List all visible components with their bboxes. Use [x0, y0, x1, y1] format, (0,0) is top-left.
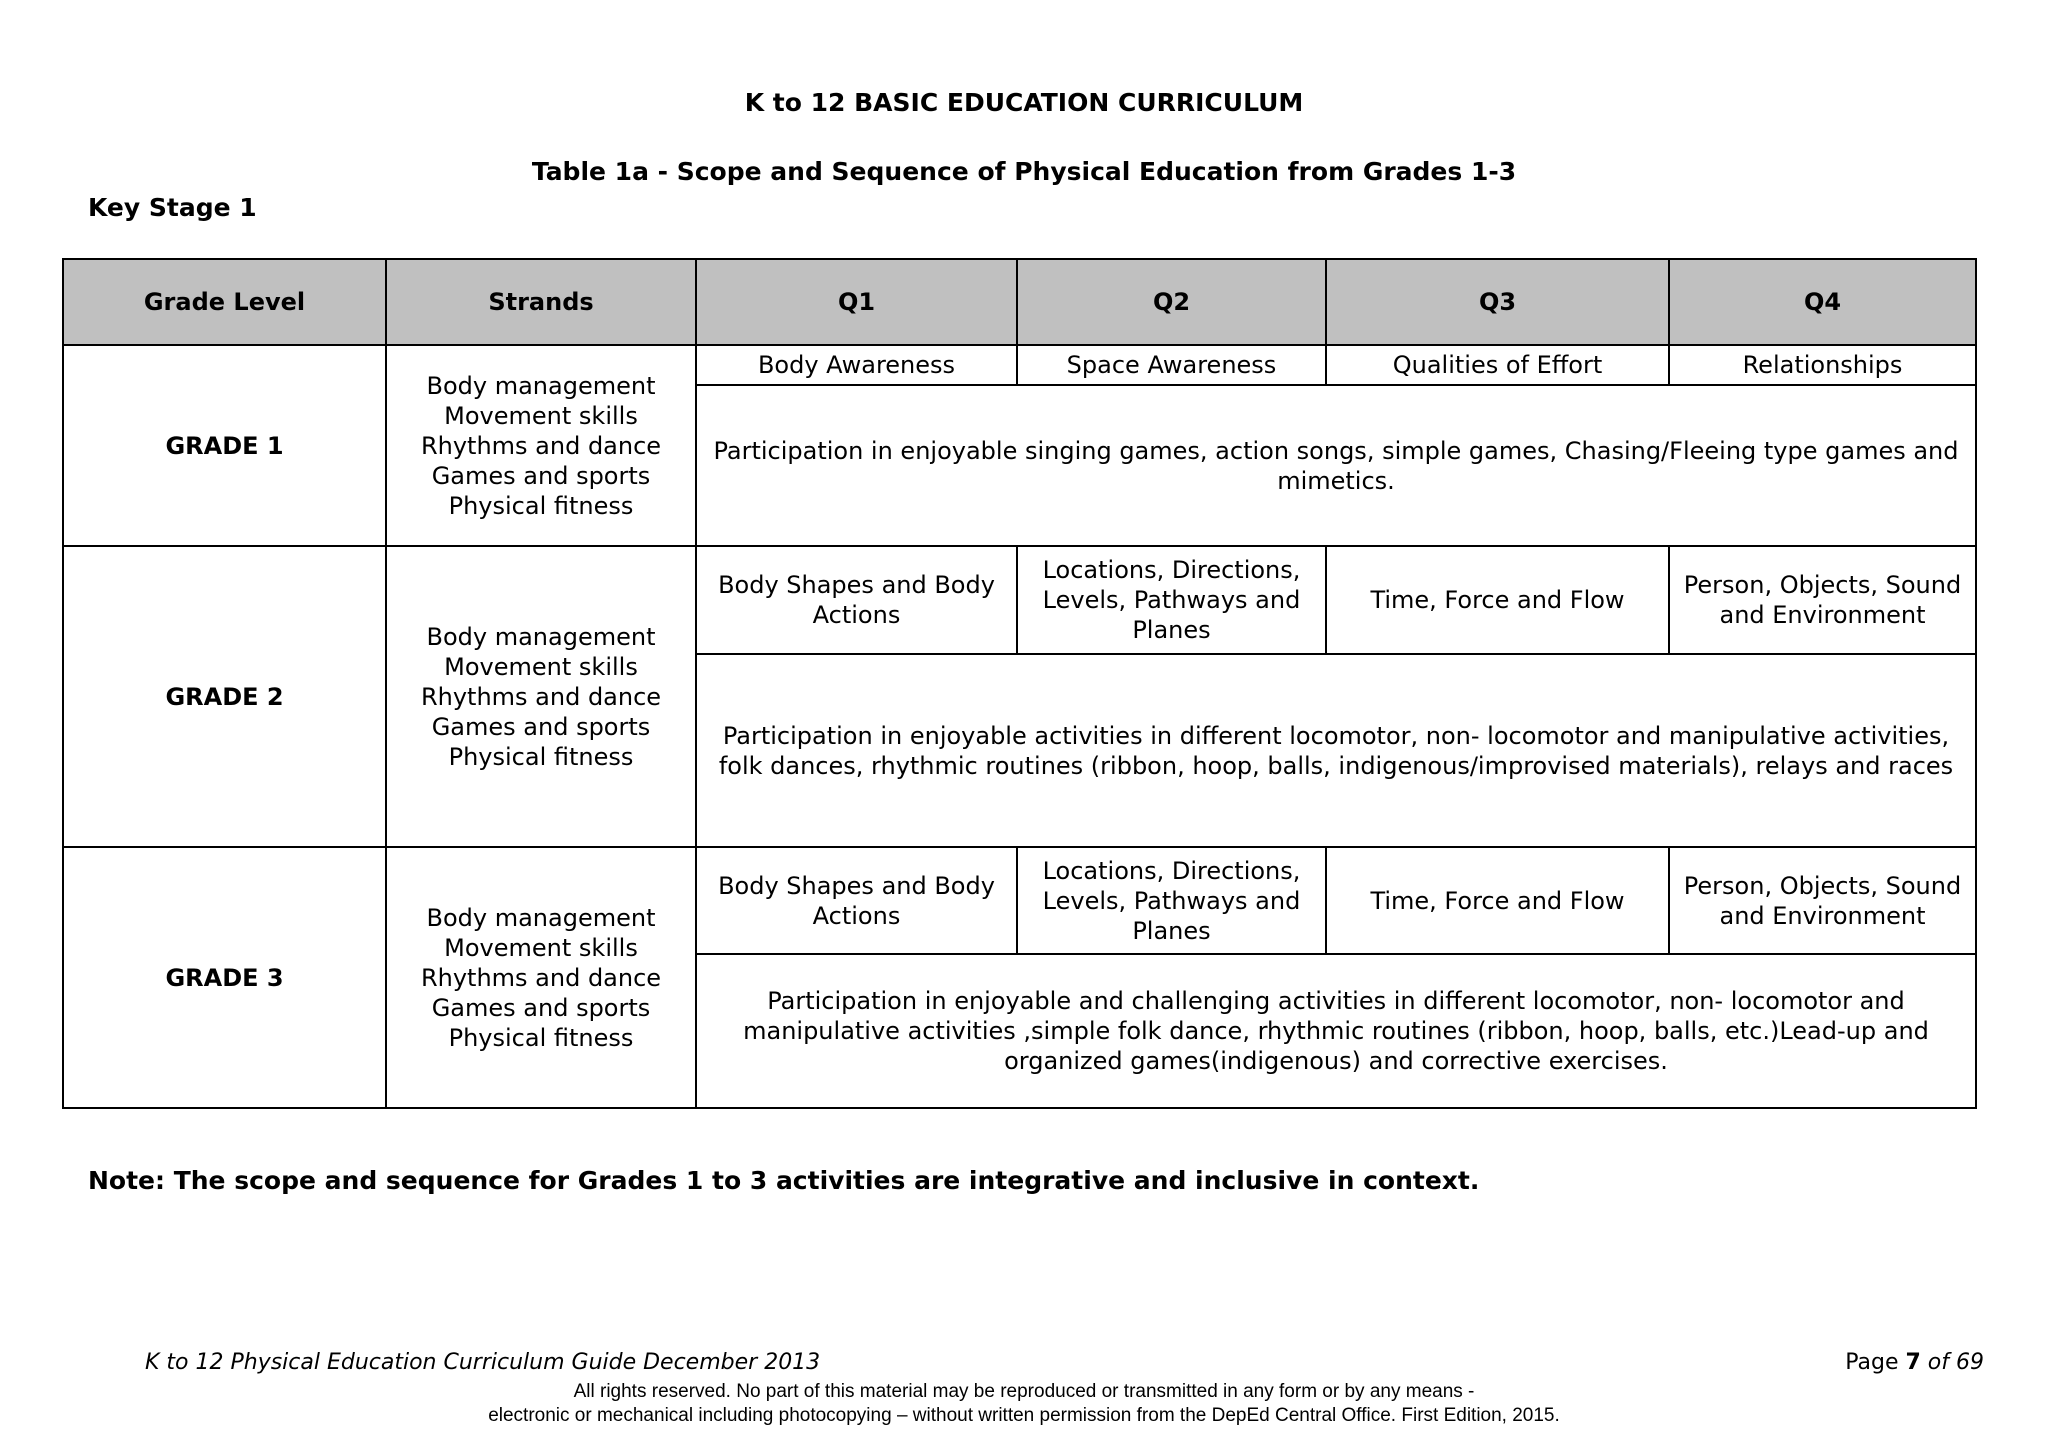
strand-item: Physical fitness	[448, 742, 634, 771]
strand-item: Physical fitness	[448, 1023, 634, 1052]
strand-item: Physical fitness	[448, 491, 634, 520]
quarter-cell-q1: Body Shapes and Body Actions	[696, 847, 1017, 954]
column-header-q4: Q4	[1669, 259, 1976, 345]
rights-notice	[0, 1380, 2048, 1428]
strand-item: Movement skills	[444, 652, 638, 681]
activities-cell: Participation in enjoyable singing games, action songs, simple games, Chasing/Fleeing type games and mimetics.	[696, 385, 1976, 546]
column-header-strands: Strands	[386, 259, 696, 345]
strand-item: Games and sports	[431, 712, 651, 741]
document-title: K to 12 BASIC EDUCATION CURRICULUM	[744, 88, 1304, 117]
grade-cell: GRADE 2	[63, 546, 386, 847]
quarter-cell-q2: Locations, Directions, Levels, Pathways and Planes	[1017, 847, 1326, 954]
strand-item: Games and sports	[431, 461, 651, 490]
quarter-cell-q4: Person, Objects, Sound and Environment	[1669, 546, 1976, 654]
strand-item: Games and sports	[431, 993, 651, 1022]
footer-guide-title: K to 12 Physical Education Curriculum Guide December 2013	[145, 1350, 821, 1375]
strand-item: Body management	[426, 371, 656, 400]
scope-sequence-table	[62, 258, 1977, 1109]
grade-cell: GRADE 3	[63, 847, 386, 1108]
strand-item: Rhythms and dance	[420, 682, 662, 711]
activities-cell: Participation in enjoyable activities in different locomotor, non- locomotor and manipulative activities, folk dances, rhythmic routines (ribbon, hoop, balls, indigenous/improvised materials), relays and races	[696, 654, 1976, 847]
quarter-cell-q4: Relationships	[1669, 345, 1976, 385]
strand-item: Rhythms and dance	[420, 431, 662, 460]
quarter-cell-q1: Body Awareness	[696, 345, 1017, 385]
quarter-cell-q2: Space Awareness	[1017, 345, 1326, 385]
table-header-row	[63, 259, 1976, 345]
key-stage-label: Key Stage 1	[88, 193, 257, 222]
grade-cell: GRADE 1	[63, 345, 386, 546]
quarter-cell-q1: Body Shapes and Body Actions	[696, 546, 1017, 654]
footer-page-number	[1845, 1350, 1984, 1375]
quarter-cell-q2: Locations, Directions, Levels, Pathways and Planes	[1017, 546, 1326, 654]
table-row	[63, 546, 1976, 654]
strands-cell	[386, 546, 696, 847]
table-title: Table 1a - Scope and Sequence of Physical Education from Grades 1-3	[531, 157, 1517, 186]
strand-item: Movement skills	[444, 933, 638, 962]
quarter-cell-q3: Qualities of Effort	[1326, 345, 1669, 385]
strand-item: Body management	[426, 622, 656, 651]
page-label: Page	[1845, 1350, 1899, 1375]
rights-line: electronic or mechanical including photocopying – without written permission from the DepEd Central Office. First Edition, 2015.	[488, 1405, 1560, 1426]
strand-item: Rhythms and dance	[420, 963, 662, 992]
rights-line: All rights reserved. No part of this material may be reproduced or transmitted in any form or by any means -	[573, 1381, 1475, 1402]
strand-item: Movement skills	[444, 401, 638, 430]
context-note: Note: The scope and sequence for Grades 1 to 3 activities are integrative and inclusive in context.	[88, 1166, 1480, 1195]
quarter-cell-q3: Time, Force and Flow	[1326, 847, 1669, 954]
quarter-cell-q3: Time, Force and Flow	[1326, 546, 1669, 654]
column-header-grade-level: Grade Level	[63, 259, 386, 345]
quarter-cell-q4: Person, Objects, Sound and Environment	[1669, 847, 1976, 954]
column-header-q2: Q2	[1017, 259, 1326, 345]
column-header-q3: Q3	[1326, 259, 1669, 345]
activities-cell: Participation in enjoyable and challenging activities in different locomotor, non- locomotor and manipulative activities ,simple folk dance, rhythmic routines (ribbon, hoop, balls, etc.)Lead-up and organized games(indigenous) and corrective exercises.	[696, 954, 1976, 1108]
strands-cell	[386, 847, 696, 1108]
strands-cell	[386, 345, 696, 546]
table-row	[63, 345, 1976, 385]
table-row	[63, 847, 1976, 954]
strand-item: Body management	[426, 903, 656, 932]
column-header-q1: Q1	[696, 259, 1017, 345]
page-current: 7	[1905, 1350, 1921, 1375]
page-total: of 69	[1927, 1350, 1984, 1375]
